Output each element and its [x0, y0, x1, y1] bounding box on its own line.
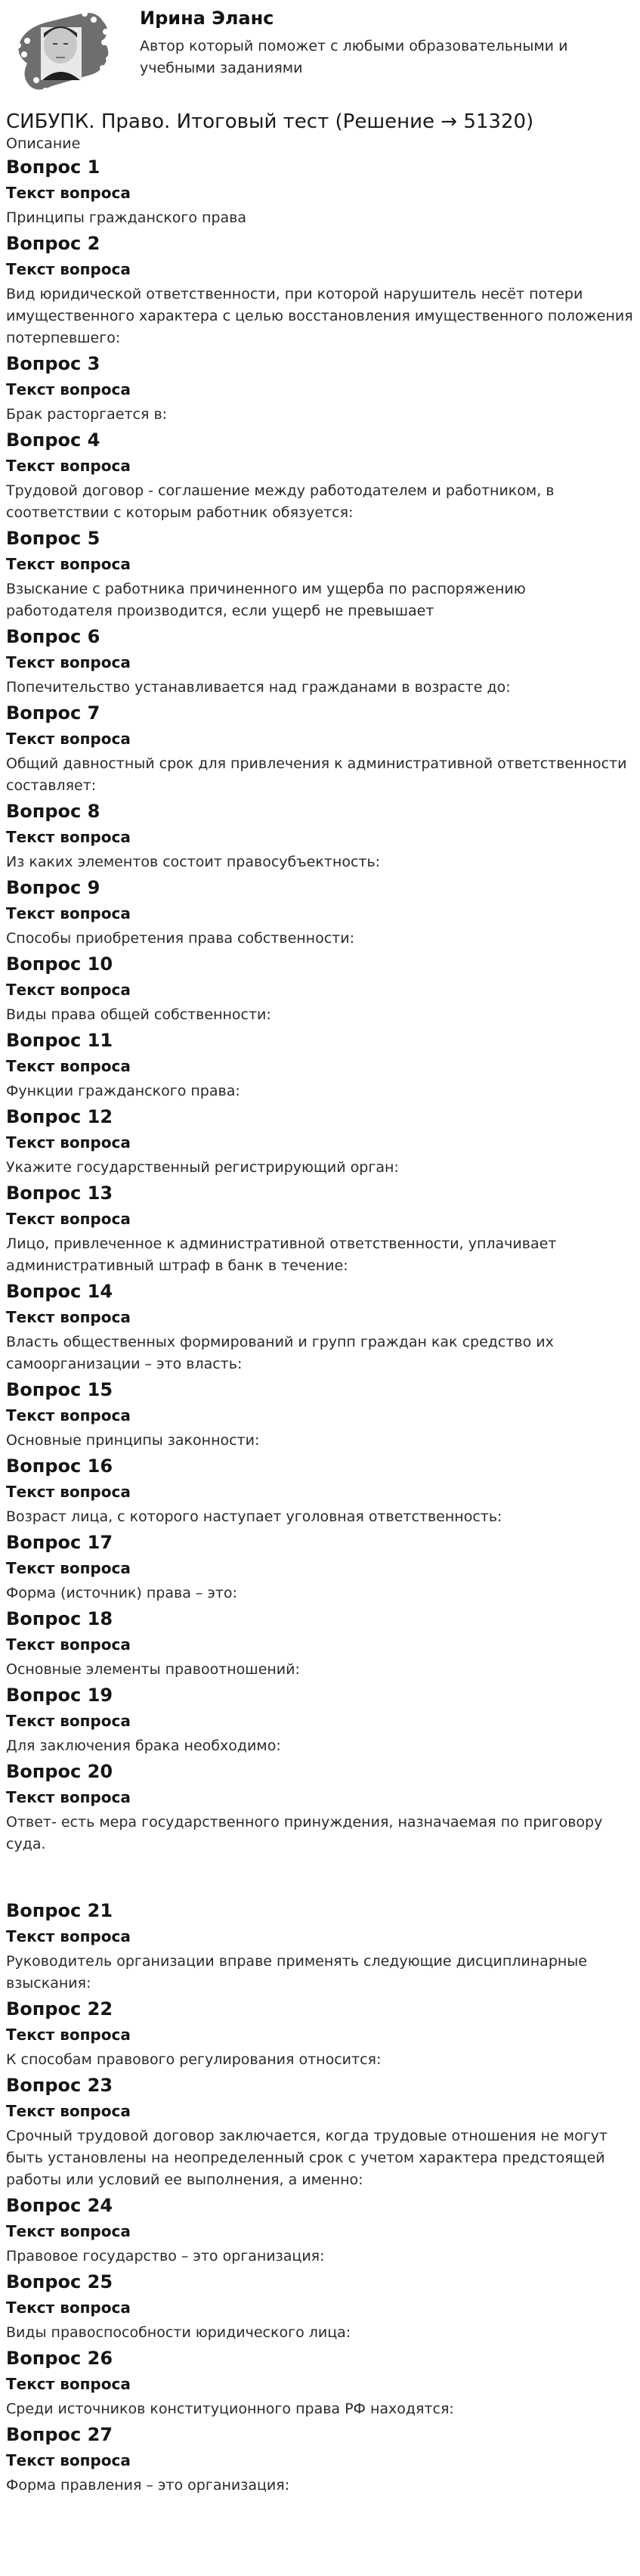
- question-heading: Вопрос 4: [6, 429, 100, 451]
- question-text-label: Текст вопроса: [6, 1559, 131, 1577]
- question-heading: Вопрос 26: [6, 2348, 113, 2369]
- question-item-7: [6, 702, 634, 797]
- question-item-9: [6, 876, 634, 950]
- question-item-27: [6, 2423, 634, 2497]
- question-heading: Вопрос 13: [6, 1183, 113, 1204]
- question-text: Трудовой договор - соглашение между работодателем и работником, в соответствии с которым работник обязуется:: [6, 482, 555, 521]
- question-item-21: [6, 1899, 634, 1995]
- question-text: Форма правления – это организация:: [6, 2477, 290, 2494]
- question-text-label: Текст вопроса: [6, 1406, 131, 1424]
- author-card: [0, 0, 640, 100]
- question-heading: Вопрос 8: [6, 801, 100, 822]
- question-item-17: [6, 1531, 634, 1604]
- question-text-label: Текст вопроса: [6, 653, 131, 671]
- question-heading: Вопрос 5: [6, 528, 100, 549]
- question-heading: Вопрос 24: [6, 2195, 113, 2216]
- question-heading: Вопрос 7: [6, 702, 100, 724]
- question-text-label: Текст вопроса: [6, 1927, 131, 1945]
- question-text-label: Текст вопроса: [6, 2451, 131, 2469]
- question-item-10: [6, 953, 634, 1026]
- question-text-label: Текст вопроса: [6, 260, 131, 278]
- question-item-18: [6, 1607, 634, 1681]
- question-text: Возраст лица, с которого наступает уголовная ответственность:: [6, 1508, 502, 1525]
- question-heading: Вопрос 3: [6, 353, 100, 374]
- question-heading: Вопрос 11: [6, 1030, 113, 1051]
- question-heading: Вопрос 2: [6, 233, 100, 254]
- question-list: [6, 156, 634, 2497]
- question-text: Основные элементы правоотношений:: [6, 1661, 300, 1678]
- question-text: Взыскание с работника причиненного им ущерба по распоряжению работодателя производится, если ущерб не превышает: [6, 581, 526, 619]
- question-text: Вид юридической ответственности, при которой нарушитель несёт потери имущественного характера с целью восстановления имущественного положения потерпевшего:: [6, 286, 633, 346]
- question-text-label: Текст вопроса: [6, 1788, 131, 1806]
- question-text-label: Текст вопроса: [6, 380, 131, 398]
- question-heading: Вопрос 16: [6, 1455, 113, 1477]
- question-heading: Вопрос 19: [6, 1685, 113, 1706]
- question-text: Виды правоспособности юридического лица:: [6, 2324, 351, 2341]
- question-text-label: Текст вопроса: [6, 904, 131, 922]
- question-item-16: [6, 1455, 634, 1528]
- question-text: Ответ- есть мера государственного принуждения, назначаемая по приговору суда.: [6, 1814, 603, 1852]
- question-item-25: [6, 2271, 634, 2344]
- question-heading: Вопрос 18: [6, 1608, 113, 1629]
- question-item-14: [6, 1280, 634, 1375]
- question-item-1: [6, 156, 634, 229]
- question-text: Принципы гражданского права: [6, 209, 247, 226]
- question-text-label: Текст вопроса: [6, 1712, 131, 1730]
- question-item-3: [6, 352, 634, 426]
- question-item-11: [6, 1029, 634, 1102]
- question-heading: Вопрос 14: [6, 1281, 113, 1302]
- question-text: Основные принципы законности:: [6, 1432, 260, 1449]
- question-item-6: [6, 625, 634, 699]
- question-text: Руководитель организации вправе применять следующие дисциплинарные взыскания:: [6, 1953, 587, 1992]
- question-text-label: Текст вопроса: [6, 2102, 131, 2120]
- question-item-19: [6, 1684, 634, 1757]
- question-text-label: Текст вопроса: [6, 555, 131, 573]
- question-text-label: Текст вопроса: [6, 2375, 131, 2393]
- question-text-label: Текст вопроса: [6, 2299, 131, 2317]
- question-text: Правовое государство – это организация:: [6, 2248, 325, 2264]
- question-item-20: [6, 1760, 634, 1855]
- question-item-15: [6, 1378, 634, 1452]
- question-text-label: Текст вопроса: [6, 1635, 131, 1654]
- question-item-5: [6, 527, 634, 622]
- question-text: Брак расторгается в:: [6, 406, 168, 423]
- question-heading: Вопрос 1: [6, 157, 100, 178]
- question-heading: Вопрос 21: [6, 1900, 113, 1921]
- question-text-label: Текст вопроса: [6, 730, 131, 748]
- question-text-label: Текст вопроса: [6, 1308, 131, 1326]
- question-text-label: Текст вопроса: [6, 184, 131, 202]
- question-text-label: Текст вопроса: [6, 2222, 131, 2240]
- question-item-2: [6, 232, 634, 349]
- question-text-label: Текст вопроса: [6, 828, 131, 846]
- question-text: Для заключения брака необходимо:: [6, 1737, 281, 1754]
- question-heading: Вопрос 22: [6, 1998, 113, 2020]
- question-heading: Вопрос 20: [6, 1761, 113, 1782]
- question-text: Укажите государственный регистрирующий орган:: [6, 1159, 399, 1176]
- question-text: Форма (источник) права – это:: [6, 1585, 237, 1601]
- question-text-label: Текст вопроса: [6, 1133, 131, 1152]
- question-text: Срочный трудовой договор заключается, когда трудовые отношения не могут быть установлены на неопределенный срок с учетом характера предстоящей работы или условий ее выполнения, а именно:: [6, 2128, 608, 2188]
- question-text: Функции гражданского права:: [6, 1083, 240, 1099]
- question-text-label: Текст вопроса: [6, 1210, 131, 1228]
- question-item-26: [6, 2347, 634, 2420]
- page-title: СИБУПК. Право. Итоговый тест (Решение → 51320): [6, 110, 534, 133]
- question-heading: Вопрос 6: [6, 626, 100, 647]
- question-text-label: Текст вопроса: [6, 1057, 131, 1075]
- question-text: Из каких элементов состоит правосубъектность:: [6, 854, 381, 870]
- question-heading: Вопрос 23: [6, 2075, 113, 2096]
- question-text: Лицо, привлеченное к административной ответственности, уплачивает административный штраф в банк в течение:: [6, 1235, 557, 1274]
- author-description: Автор который поможет с любыми образовательными и учебными заданиями: [140, 38, 568, 76]
- question-text-label: Текст вопроса: [6, 1483, 131, 1501]
- question-text: Власть общественных формирований и групп граждан как средство их самоорганизации – это власть:: [6, 1334, 554, 1372]
- question-text-label: Текст вопроса: [6, 457, 131, 475]
- question-item-13: [6, 1182, 634, 1277]
- author-name[interactable]: Ирина Эланс: [140, 8, 274, 29]
- question-text-label: Текст вопроса: [6, 981, 131, 999]
- question-heading: Вопрос 10: [6, 953, 113, 975]
- question-item-22: [6, 1998, 634, 2071]
- description-label: Описание: [6, 135, 81, 152]
- question-text-label: Текст вопроса: [6, 2026, 131, 2044]
- question-heading: Вопрос 15: [6, 1379, 113, 1400]
- question-heading: Вопрос 12: [6, 1106, 113, 1127]
- question-heading: Вопрос 9: [6, 877, 100, 898]
- test-content: [0, 109, 640, 2497]
- question-text: Общий давностный срок для привлечения к административной ответственности составляет:: [6, 755, 627, 794]
- question-heading: Вопрос 25: [6, 2271, 113, 2292]
- question-item-24: [6, 2194, 634, 2268]
- question-text: Способы приобретения права собственности:: [6, 930, 354, 947]
- question-text: Среди источников конституционного права РФ находятся:: [6, 2401, 454, 2417]
- question-heading: Вопрос 27: [6, 2424, 113, 2445]
- question-item-23: [6, 2074, 634, 2191]
- question-text: Попечительство устанавливается над гражданами в возрасте до:: [6, 679, 511, 696]
- question-item-8: [6, 800, 634, 873]
- question-item-12: [6, 1105, 634, 1179]
- question-heading: Вопрос 17: [6, 1532, 113, 1553]
- question-text: К способам правового регулирования относится:: [6, 2051, 382, 2068]
- question-text: Виды права общей собственности:: [6, 1006, 271, 1023]
- author-avatar-icon[interactable]: [6, 3, 115, 97]
- question-item-4: [6, 429, 634, 524]
